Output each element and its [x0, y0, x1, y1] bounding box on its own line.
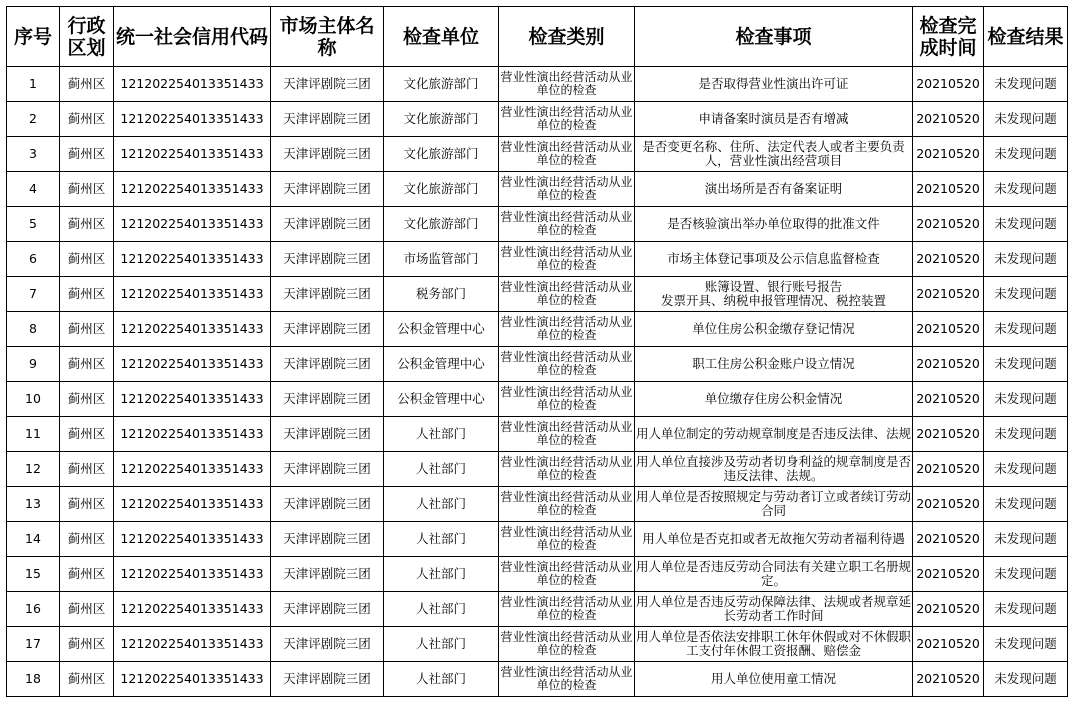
- inspection-unit-cell: 公积金管理中心: [384, 312, 499, 347]
- row-number-cell: 8: [7, 312, 60, 347]
- row-number-cell: 1: [7, 67, 60, 102]
- inspection-result-cell: 未发现问题: [984, 277, 1068, 312]
- header-cell: 检查事项: [635, 7, 913, 67]
- table-row: [7, 102, 1068, 137]
- entity-name-cell: 天津评剧院三团: [271, 102, 384, 137]
- inspection-result-cell: 未发现问题: [984, 172, 1068, 207]
- inspection-category-cell: 营业性演出经营活动从业单位的检查: [499, 522, 635, 557]
- inspection-result-cell: 未发现问题: [984, 242, 1068, 277]
- completion-date-cell: 20210520: [913, 452, 984, 487]
- completion-date-cell: 20210520: [913, 102, 984, 137]
- district-cell: 蓟州区: [60, 557, 114, 592]
- completion-date-cell: 20210520: [913, 347, 984, 382]
- header-cell: 检查类别: [499, 7, 635, 67]
- inspection-category-cell: 营业性演出经营活动从业单位的检查: [499, 67, 635, 102]
- table-row: [7, 137, 1068, 172]
- inspection-item-cell: 是否取得营业性演出许可证: [635, 67, 913, 102]
- table-row: [7, 417, 1068, 452]
- inspection-unit-cell: 人社部门: [384, 522, 499, 557]
- completion-date-cell: 20210520: [913, 557, 984, 592]
- inspection-item-cell: 账簿设置、银行账号报告 发票开具、纳税申报管理情况、税控装置: [635, 277, 913, 312]
- inspection-unit-cell: 人社部门: [384, 627, 499, 662]
- inspection-result-cell: 未发现问题: [984, 312, 1068, 347]
- completion-date-cell: 20210520: [913, 487, 984, 522]
- district-cell: 蓟州区: [60, 277, 114, 312]
- entity-name-cell: 天津评剧院三团: [271, 662, 384, 697]
- table-row: [7, 522, 1068, 557]
- inspection-result-cell: 未发现问题: [984, 662, 1068, 697]
- credit-code-cell: 12120225401335143З: [114, 67, 271, 102]
- row-number-cell: 3: [7, 137, 60, 172]
- inspection-unit-cell: 人社部门: [384, 452, 499, 487]
- district-cell: 蓟州区: [60, 452, 114, 487]
- completion-date-cell: 20210520: [913, 277, 984, 312]
- row-number-cell: 13: [7, 487, 60, 522]
- header-cell: 市场主体名称: [271, 7, 384, 67]
- inspection-item-cell: 申请备案时演员是否有增减: [635, 102, 913, 137]
- inspection-result-cell: 未发现问题: [984, 487, 1068, 522]
- row-number-cell: 15: [7, 557, 60, 592]
- entity-name-cell: 天津评剧院三团: [271, 592, 384, 627]
- district-cell: 蓟州区: [60, 207, 114, 242]
- entity-name-cell: 天津评剧院三团: [271, 347, 384, 382]
- inspection-unit-cell: 人社部门: [384, 487, 499, 522]
- header-cell: 统一社会信用代码: [114, 7, 271, 67]
- inspection-category-cell: 营业性演出经营活动从业单位的检查: [499, 627, 635, 662]
- inspection-item-cell: 用人单位是否违反劳动保障法律、法规或者规章延长劳动者工作时间: [635, 592, 913, 627]
- inspection-item-cell: 用人单位是否克扣或者无故拖欠劳动者福利待遇: [635, 522, 913, 557]
- entity-name-cell: 天津评剧院三团: [271, 627, 384, 662]
- credit-code-cell: 121202254013351433: [114, 417, 271, 452]
- inspection-item-cell: 用人单位是否依法安排职工休年休假或对不休假职工支付年休假工资报酬、赔偿金: [635, 627, 913, 662]
- credit-code-cell: 121202254013351433: [114, 662, 271, 697]
- inspection-result-cell: 未发现问题: [984, 452, 1068, 487]
- row-number-cell: 4: [7, 172, 60, 207]
- header-cell: 序号: [7, 7, 60, 67]
- district-cell: 蓟州区: [60, 592, 114, 627]
- credit-code-cell: 121202254013351433: [114, 207, 271, 242]
- inspection-unit-cell: 文化旅游部门: [384, 207, 499, 242]
- inspection-unit-cell: 人社部门: [384, 592, 499, 627]
- district-cell: 蓟州区: [60, 417, 114, 452]
- inspection-unit-cell: 文化旅游部门: [384, 102, 499, 137]
- completion-date-cell: 20210520: [913, 137, 984, 172]
- credit-code-cell: 121202254013351433: [114, 557, 271, 592]
- table-row: [7, 172, 1068, 207]
- inspection-category-cell: 营业性演出经营活动从业单位的检查: [499, 172, 635, 207]
- completion-date-cell: 20210520: [913, 207, 984, 242]
- inspection-unit-cell: 市场监管部门: [384, 242, 499, 277]
- completion-date-cell: 20210520: [913, 592, 984, 627]
- inspection-unit-cell: 公积金管理中心: [384, 382, 499, 417]
- entity-name-cell: 天津评剧院三团: [271, 277, 384, 312]
- inspection-item-cell: 用人单位使用童工情况: [635, 662, 913, 697]
- inspection-item-cell: 用人单位直接涉及劳动者切身利益的规章制度是否违反法律、法规。: [635, 452, 913, 487]
- row-number-cell: 5: [7, 207, 60, 242]
- header-cell: 行政区划: [60, 7, 114, 67]
- row-number-cell: 16: [7, 592, 60, 627]
- district-cell: 蓟州区: [60, 312, 114, 347]
- table-row: [7, 452, 1068, 487]
- credit-code-cell: 121202254013351433: [114, 347, 271, 382]
- table-row: [7, 347, 1068, 382]
- table-row: [7, 557, 1068, 592]
- credit-code-cell: 121202254013351433: [114, 242, 271, 277]
- inspection-item-cell: 单位住房公积金缴存登记情况: [635, 312, 913, 347]
- credit-code-cell: 121202254013351433: [114, 312, 271, 347]
- inspection-result-cell: 未发现问题: [984, 417, 1068, 452]
- inspection-result-cell: 未发现问题: [984, 627, 1068, 662]
- entity-name-cell: 天津评剧院三团: [271, 312, 384, 347]
- credit-code-cell: 121202254013351433: [114, 172, 271, 207]
- table-row: [7, 312, 1068, 347]
- inspection-unit-cell: 文化旅游部门: [384, 172, 499, 207]
- inspection-category-cell: 营业性演出经营活动从业单位的检查: [499, 347, 635, 382]
- district-cell: 蓟州区: [60, 382, 114, 417]
- table-row: [7, 487, 1068, 522]
- inspection-result-cell: 未发现问题: [984, 102, 1068, 137]
- header-row: [7, 7, 1068, 67]
- inspection-unit-cell: 文化旅游部门: [384, 67, 499, 102]
- credit-code-cell: 121202254013351433: [114, 592, 271, 627]
- entity-name-cell: 天津评剧院三团: [271, 67, 384, 102]
- inspection-item-cell: 用人单位是否违反劳动合同法有关建立职工名册规定。: [635, 557, 913, 592]
- table-row: [7, 242, 1068, 277]
- row-number-cell: 14: [7, 522, 60, 557]
- district-cell: 蓟州区: [60, 242, 114, 277]
- row-number-cell: 7: [7, 277, 60, 312]
- inspection-category-cell: 营业性演出经营活动从业单位的检查: [499, 102, 635, 137]
- inspection-unit-cell: 人社部门: [384, 557, 499, 592]
- table-row: [7, 207, 1068, 242]
- table-row: [7, 67, 1068, 102]
- district-cell: 蓟州区: [60, 137, 114, 172]
- district-cell: 蓟州区: [60, 522, 114, 557]
- inspection-category-cell: 营业性演出经营活动从业单位的检查: [499, 137, 635, 172]
- inspection-result-cell: 未发现问题: [984, 347, 1068, 382]
- header-cell: 检查完成时间: [913, 7, 984, 67]
- district-cell: 蓟州区: [60, 627, 114, 662]
- inspection-result-cell: 未发现问题: [984, 67, 1068, 102]
- entity-name-cell: 天津评剧院三团: [271, 452, 384, 487]
- completion-date-cell: 20210520: [913, 662, 984, 697]
- inspection-category-cell: 营业性演出经营活动从业单位的检查: [499, 487, 635, 522]
- row-number-cell: 12: [7, 452, 60, 487]
- entity-name-cell: 天津评剧院三团: [271, 242, 384, 277]
- inspection-unit-cell: 公积金管理中心: [384, 347, 499, 382]
- inspection-item-cell: 市场主体登记事项及公示信息监督检查: [635, 242, 913, 277]
- credit-code-cell: 121202254013351433: [114, 382, 271, 417]
- row-number-cell: 2: [7, 102, 60, 137]
- inspection-result-cell: 未发现问题: [984, 522, 1068, 557]
- entity-name-cell: 天津评剧院三团: [271, 487, 384, 522]
- inspection-category-cell: 营业性演出经营活动从业单位的检查: [499, 592, 635, 627]
- row-number-cell: 10: [7, 382, 60, 417]
- district-cell: 蓟州区: [60, 487, 114, 522]
- table-row: [7, 277, 1068, 312]
- completion-date-cell: 20210520: [913, 242, 984, 277]
- header-cell: 检查结果: [984, 7, 1068, 67]
- completion-date-cell: 20210520: [913, 67, 984, 102]
- entity-name-cell: 天津评剧院三团: [271, 137, 384, 172]
- table-row: [7, 662, 1068, 697]
- entity-name-cell: 天津评剧院三团: [271, 557, 384, 592]
- inspection-category-cell: 营业性演出经营活动从业单位的检查: [499, 662, 635, 697]
- inspection-table: [6, 6, 1068, 697]
- entity-name-cell: 天津评剧院三团: [271, 207, 384, 242]
- inspection-unit-cell: 人社部门: [384, 417, 499, 452]
- inspection-result-cell: 未发现问题: [984, 592, 1068, 627]
- inspection-category-cell: 营业性演出经营活动从业单位的检查: [499, 312, 635, 347]
- credit-code-cell: 121202254013351433: [114, 137, 271, 172]
- credit-code-cell: 121202254013351433: [114, 627, 271, 662]
- completion-date-cell: 20210520: [913, 382, 984, 417]
- entity-name-cell: 天津评剧院三团: [271, 172, 384, 207]
- district-cell: 蓟州区: [60, 67, 114, 102]
- row-number-cell: 18: [7, 662, 60, 697]
- completion-date-cell: 20210520: [913, 172, 984, 207]
- inspection-category-cell: 营业性演出经营活动从业单位的检查: [499, 557, 635, 592]
- completion-date-cell: 20210520: [913, 522, 984, 557]
- inspection-category-cell: 营业性演出经营活动从业单位的检查: [499, 277, 635, 312]
- completion-date-cell: 20210520: [913, 417, 984, 452]
- table-row: [7, 592, 1068, 627]
- inspection-category-cell: 营业性演出经营活动从业单位的检查: [499, 417, 635, 452]
- credit-code-cell: 121202254013351433: [114, 452, 271, 487]
- inspection-item-cell: 单位缴存住房公积金情况: [635, 382, 913, 417]
- inspection-unit-cell: 文化旅游部门: [384, 137, 499, 172]
- credit-code-cell: 121202254013351433: [114, 522, 271, 557]
- table-body: [7, 67, 1068, 697]
- row-number-cell: 6: [7, 242, 60, 277]
- row-number-cell: 17: [7, 627, 60, 662]
- entity-name-cell: 天津评剧院三团: [271, 417, 384, 452]
- completion-date-cell: 20210520: [913, 312, 984, 347]
- inspection-result-cell: 未发现问题: [984, 137, 1068, 172]
- table-row: [7, 627, 1068, 662]
- table-row: [7, 382, 1068, 417]
- credit-code-cell: 121202254013351433: [114, 277, 271, 312]
- inspection-category-cell: 营业性演出经营活动从业单位的检查: [499, 242, 635, 277]
- row-number-cell: 11: [7, 417, 60, 452]
- completion-date-cell: 20210520: [913, 627, 984, 662]
- district-cell: 蓟州区: [60, 102, 114, 137]
- row-number-cell: 9: [7, 347, 60, 382]
- district-cell: 蓟州区: [60, 662, 114, 697]
- inspection-item-cell: 用人单位制定的劳动规章制度是否违反法律、法规: [635, 417, 913, 452]
- inspection-result-cell: 未发现问题: [984, 207, 1068, 242]
- district-cell: 蓟州区: [60, 347, 114, 382]
- header-cell: 检查单位: [384, 7, 499, 67]
- inspection-category-cell: 营业性演出经营活动从业单位的检查: [499, 207, 635, 242]
- credit-code-cell: 121202254013351433: [114, 487, 271, 522]
- credit-code-cell: 121202254013351433: [114, 102, 271, 137]
- entity-name-cell: 天津评剧院三团: [271, 522, 384, 557]
- inspection-result-cell: 未发现问题: [984, 382, 1068, 417]
- inspection-category-cell: 营业性演出经营活动从业单位的检查: [499, 382, 635, 417]
- district-cell: 蓟州区: [60, 172, 114, 207]
- inspection-unit-cell: 税务部门: [384, 277, 499, 312]
- entity-name-cell: 天津评剧院三团: [271, 382, 384, 417]
- inspection-category-cell: 营业性演出经营活动从业单位的检查: [499, 452, 635, 487]
- inspection-unit-cell: 人社部门: [384, 662, 499, 697]
- inspection-item-cell: 用人单位是否按照规定与劳动者订立或者续订劳动合同: [635, 487, 913, 522]
- inspection-item-cell: 职工住房公积金账户设立情况: [635, 347, 913, 382]
- inspection-item-cell: 是否变更名称、住所、法定代表人或者主要负责人，营业性演出经营项目: [635, 137, 913, 172]
- inspection-item-cell: 演出场所是否有备案证明: [635, 172, 913, 207]
- inspection-item-cell: 是否核验演出举办单位取得的批准文件: [635, 207, 913, 242]
- inspection-result-cell: 未发现问题: [984, 557, 1068, 592]
